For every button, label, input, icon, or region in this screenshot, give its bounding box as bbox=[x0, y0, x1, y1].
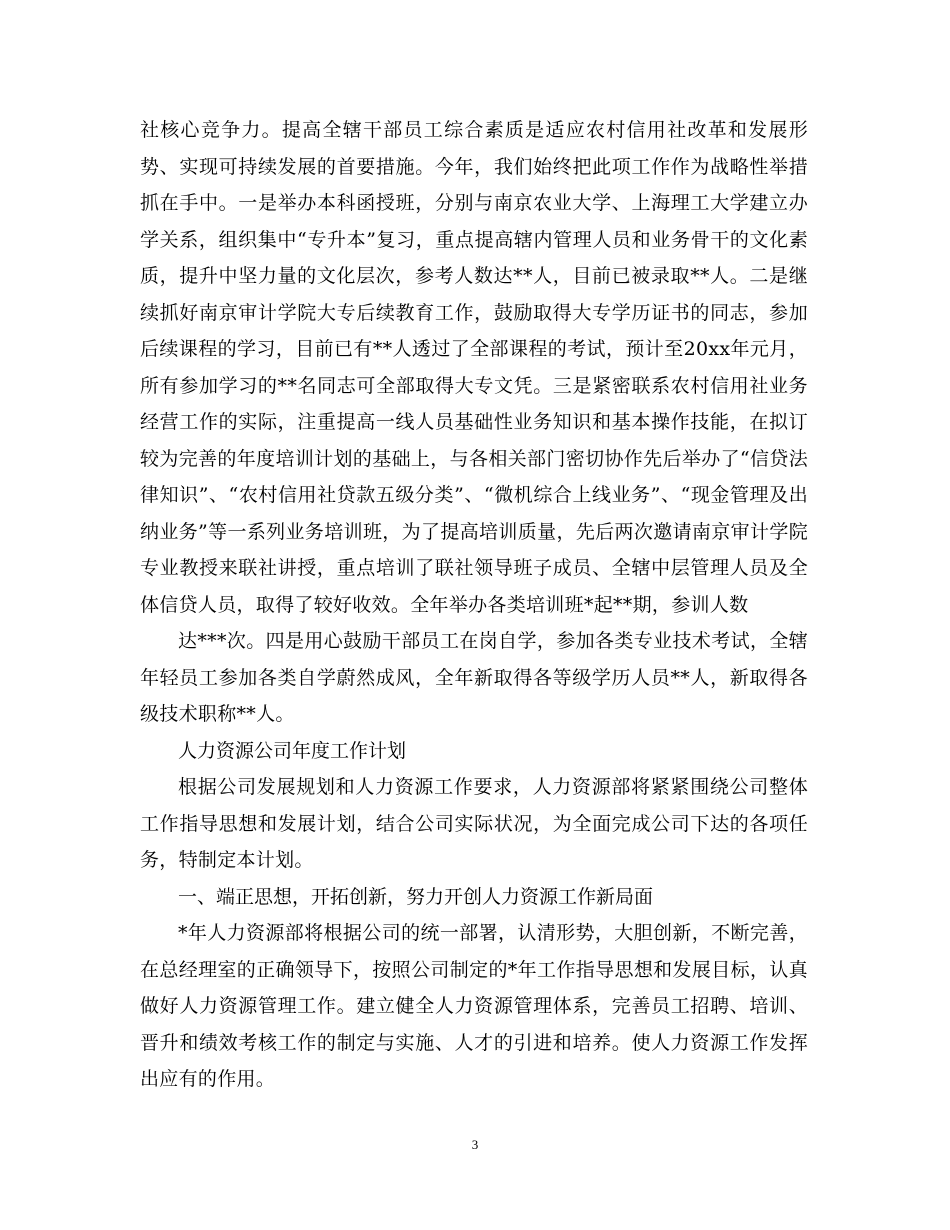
section-title-hr-plan: 人力资源公司年度工作计划 bbox=[178, 739, 407, 762]
paragraph-plan-basis: 根据公司发展规划和人力资源工作要求，人力资源部将紧紧围绕公司整体工作指导思想和发展计划，结合公司实际状况，为全面完成公司下达的各项任务，特制定本计划。 bbox=[140, 776, 808, 871]
document-body bbox=[140, 112, 808, 1098]
paragraph-self-study: 达***次。四是用心鼓励干部员工在岗自学，参加各类专业技术考试，全辖年轻员工参加各类自学蔚然成风，全年新取得各等级学历人员**人，新取得各级技术职称**人。 bbox=[140, 630, 808, 725]
paragraph-training-intro: 社核心竞争力。提高全辖干部员工综合素质是适应农村信用社改革和发展形势、实现可持续发展的首要措施。今年，我们始终把此项工作作为战略性举措抓在手中。一是举办本科函授班，分别与南京农业大学、上海理工大学建立办学关系，组织集中“专升本”复习，重点提高辖内管理人员和业务骨干的文化素质，提升中坚力量的文化层次，参考人数达**人，目前已被录取**人。二是继续抓好南京审计学院大专后续教育工作，鼓励取得大专学历证书的同志，参加后续课程的学习，目前已有**人透过了全部课程的考试，预计至20xx年元月，所有参加学习的**名同志可全部取得大专文凭。三是紧密联系农村信用社业务经营工作的实际，注重提高一线人员基础性业务知识和基本操作技能，在拟订较为完善的年度培训计划的基础上，与各相关部门密切协作先后举办了“信贷法律知识”、“农村信用社贷款五级分类”、“微机综合上线业务”、“现金管理及出纳业务”等一系列业务培训班，为了提高培训质量，先后两次邀请南京审计学院专业教授来联社讲授，重点培训了联社领导班子成员、全辖中层管理人员及全体信贷人员，取得了较好收效。全年举办各类培训班*起**期，参训人数 bbox=[140, 119, 808, 616]
section-heading-one: 一、端正思想，开拓创新，努力开创人力资源工作新局面 bbox=[178, 885, 654, 908]
page-number: 3 bbox=[471, 1137, 479, 1152]
paragraph-hr-management: *年人力资源部将根据公司的统一部署，认清形势，大胆创新，不断完善，在总经理室的正确领导下，按照公司制定的*年工作指导思想和发展目标，认真做好人力资源管理工作。建立健全人力资源管理体系，完善员工招聘、培训、晋升和绩效考核工作的制定与实施、人才的引进和培养。使人力资源工作发挥出应有的作用。 bbox=[140, 922, 808, 1090]
